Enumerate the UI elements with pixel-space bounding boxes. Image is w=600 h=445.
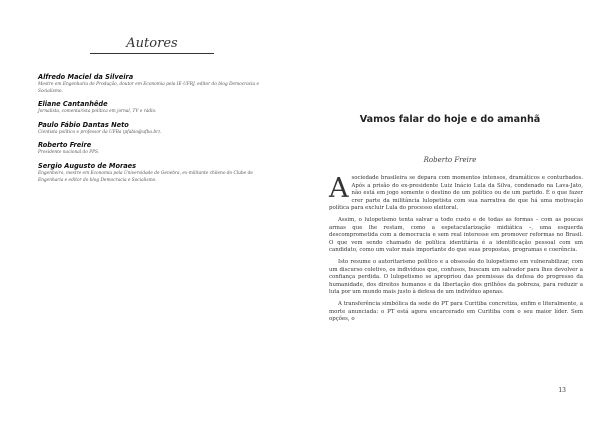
author-entry: [38, 73, 274, 95]
heading-rule: [90, 53, 214, 54]
article-byline: Roberto Freire: [423, 156, 477, 164]
authors-heading: Autores: [126, 36, 178, 51]
article-title: Vamos falar do hoje e do amanhã: [359, 114, 541, 125]
author-name: Alfredo Maciel da Silveira: [38, 73, 134, 81]
author-entry: [38, 141, 274, 157]
article-paragraph: Assim, o lulopetismo tenta salvar a todo custo e de todas as formas – com as poucas armas que lhe restam, como a espetacularização midiática –, uma esquerda descomprometida com a democracia e sem real interesse em promover reformas no Brasil. O que vem sendo chamado de política identitária é a identificação pessoal com um candidato, como um valor mais importante do que suas propostas, programas e coerência.: [329, 216, 583, 254]
author-name: Paulo Fábio Dantas Neto: [38, 120, 129, 129]
author-bio: Jornalista, comentarista política em jornal, TV e rádio.: [38, 109, 157, 115]
author-list: [38, 73, 274, 189]
author-name: Eliane Cantanhêde: [38, 100, 108, 109]
article-paragraph: Isto resume o autoritarismo político e a obsessão do lulopetismo em vulnerabilizar, com um discurso coletivo, os indivíduos que, confusos, buscam um salvador para lhes devolver a confiança perdida. O lulopetismo se apropriou das premissas da defesa do progresso da humanidade, dos direitos humanos e da libertação dos grilhões da pobreza, para reduzir a luta por um mundo mais justo à defesa de um indivíduo apenas.: [329, 258, 583, 296]
author-bio: Presidente nacional do PPS.: [38, 150, 100, 156]
author-entry: [38, 162, 274, 184]
author-name: Sergio Augusto de Moraes: [38, 161, 137, 170]
author-entry: [38, 100, 274, 116]
article-body: [329, 175, 583, 328]
drop-cap: A: [329, 173, 349, 204]
author-bio: Engenheiro, mestre em Economia pela Universidade de Genebra, ex-militante chileno do Clube de Engenharia e editor do blog Democracia e Socialismo.: [38, 170, 253, 183]
author-bio: Cientista político e professor da UFBa (pfabio@ufba.br).: [38, 129, 162, 135]
right-page: [300, 0, 600, 445]
author-bio: Mestre em Engenharia de Produção, doutor em Economia pela IE-UFRJ, editor do blog Democracia e Socialismo.: [38, 82, 260, 94]
author-entry: [38, 121, 274, 137]
page-number: 13: [558, 387, 566, 394]
author-name: Roberto Freire: [38, 141, 92, 150]
article-paragraph: A transferência simbólica da sede do PT para Curitiba concretiza, enfim e literalmente, a morte anunciada: o PT está agora encarcerado em Curitiba com o seu maior líder. Sem opções, o: [329, 300, 583, 323]
article-paragraph: [329, 175, 583, 213]
paragraph-text: sociedade brasileira se depara com momentos intensos, dramáticos e conturbados. Após a prisão do ex-presidente Luiz Inácio Lula da Silva, condenado na Lava-Jato, não está em jogo somente o destino de um político ou de um partido. É o que fazer crer parte da militância lulopetista com sua narrativa de que há uma motivação política para excluir Lula do processo eleitoral.: [329, 175, 583, 212]
